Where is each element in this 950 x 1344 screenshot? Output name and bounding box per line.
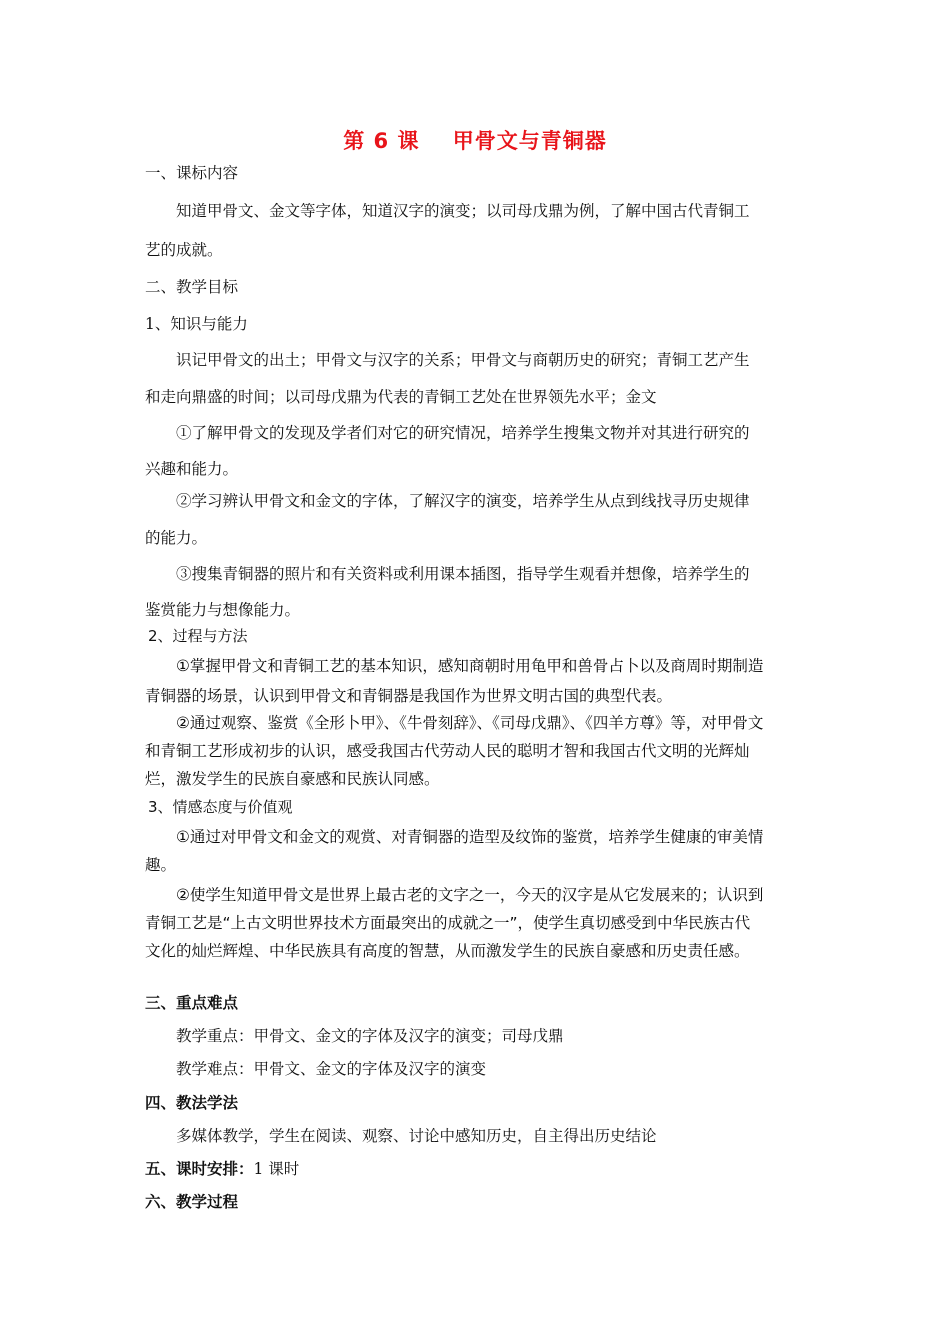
paragraph-line: ②使学生知道甲骨文是世界上最古老的文字之一，今天的汉字是从它发展来的；认识到 bbox=[176, 886, 764, 904]
paragraph-line: 教学重点：甲骨文、金文的字体及汉字的演变；司母戊鼎 bbox=[176, 1027, 564, 1045]
paragraph-line: 艺的成就。 bbox=[145, 241, 223, 259]
schedule-value: 1 课时 bbox=[253, 1160, 300, 1178]
subsection-heading-values: 3、情感态度与价值观 bbox=[148, 798, 293, 816]
paragraph-line: 鉴赏能力与想像能力。 bbox=[145, 601, 301, 619]
section-heading-curriculum: 一、课标内容 bbox=[145, 164, 239, 182]
section-heading-goals: 二、教学目标 bbox=[145, 278, 239, 296]
paragraph-line: ①通过对甲骨文和金文的观赏、对青铜器的造型及纹饰的鉴赏，培养学生健康的审美情 bbox=[176, 828, 764, 846]
schedule-label: 五、课时安排： bbox=[145, 1160, 254, 1178]
paragraph-line: 兴趣和能力。 bbox=[145, 460, 239, 478]
section-heading-schedule bbox=[145, 1159, 815, 1179]
section-heading-procedure: 六、教学过程 bbox=[145, 1193, 239, 1211]
paragraph-line: ③搜集青铜器的照片和有关资料或利用课本插图，指导学生观看并想像，培养学生的 bbox=[176, 565, 750, 583]
paragraph-line: 烂，激发学生的民族自豪感和民族认同感。 bbox=[145, 770, 440, 788]
paragraph-line: 青铜器的场景，认识到甲骨文和青铜器是我国作为世界文明古国的典型代表。 bbox=[145, 687, 673, 705]
paragraph-line: 识记甲骨文的出土；甲骨文与汉字的关系；甲骨文与商朝历史的研究；青铜工艺产生 bbox=[176, 351, 750, 369]
paragraph-line: ①掌握甲骨文和青铜工艺的基本知识，感知商朝时用龟甲和兽骨占卜以及商周时期制造 bbox=[176, 657, 764, 675]
paragraph-line: 和走向鼎盛的时间；以司母戊鼎为代表的青铜工艺处在世界领先水平；金文 bbox=[145, 388, 657, 406]
paragraph-line: 和青铜工艺形成初步的认识，感受我国古代劳动人民的聪明才智和我国古代文明的光辉灿 bbox=[145, 742, 750, 760]
subsection-heading-process: 2、过程与方法 bbox=[148, 627, 248, 645]
subsection-heading-knowledge: 1、知识与能力 bbox=[145, 315, 248, 333]
section-heading-methods: 四、教法学法 bbox=[145, 1094, 239, 1112]
lesson-title: 第 6 课 甲骨文与青铜器 bbox=[343, 129, 607, 153]
paragraph-line: 的能力。 bbox=[145, 529, 208, 547]
paragraph-line: ②学习辨认甲骨文和金文的字体，了解汉字的演变，培养学生从点到线找寻历史规律 bbox=[176, 492, 750, 510]
paragraph-line: 文化的灿烂辉煌、中华民族具有高度的智慧，从而激发学生的民族自豪感和历史责任感。 bbox=[145, 942, 750, 960]
paragraph-line: ①了解甲骨文的发现及学者们对它的研究情况，培养学生搜集文物并对其进行研究的 bbox=[176, 424, 750, 442]
section-heading-key-points: 三、重点难点 bbox=[145, 994, 239, 1012]
paragraph-line: 知道甲骨文、金文等字体，知道汉字的演变；以司母戊鼎为例，了解中国古代青铜工 bbox=[176, 202, 750, 220]
paragraph-line: 教学难点：甲骨文、金文的字体及汉字的演变 bbox=[176, 1060, 487, 1078]
paragraph-line: 趣。 bbox=[145, 856, 177, 874]
paragraph-line: 多媒体教学，学生在阅读、观察、讨论中感知历史，自主得出历史结论 bbox=[176, 1127, 657, 1145]
paragraph-line: 青铜工艺是“上古文明世界技术方面最突出的成就之一”，使学生真切感受到中华民族古代 bbox=[145, 914, 751, 932]
paragraph-line: ②通过观察、鉴赏《全形卜甲》、《牛骨刻辞》、《司母戊鼎》、《四羊方尊》等，对甲骨文 bbox=[176, 714, 764, 732]
